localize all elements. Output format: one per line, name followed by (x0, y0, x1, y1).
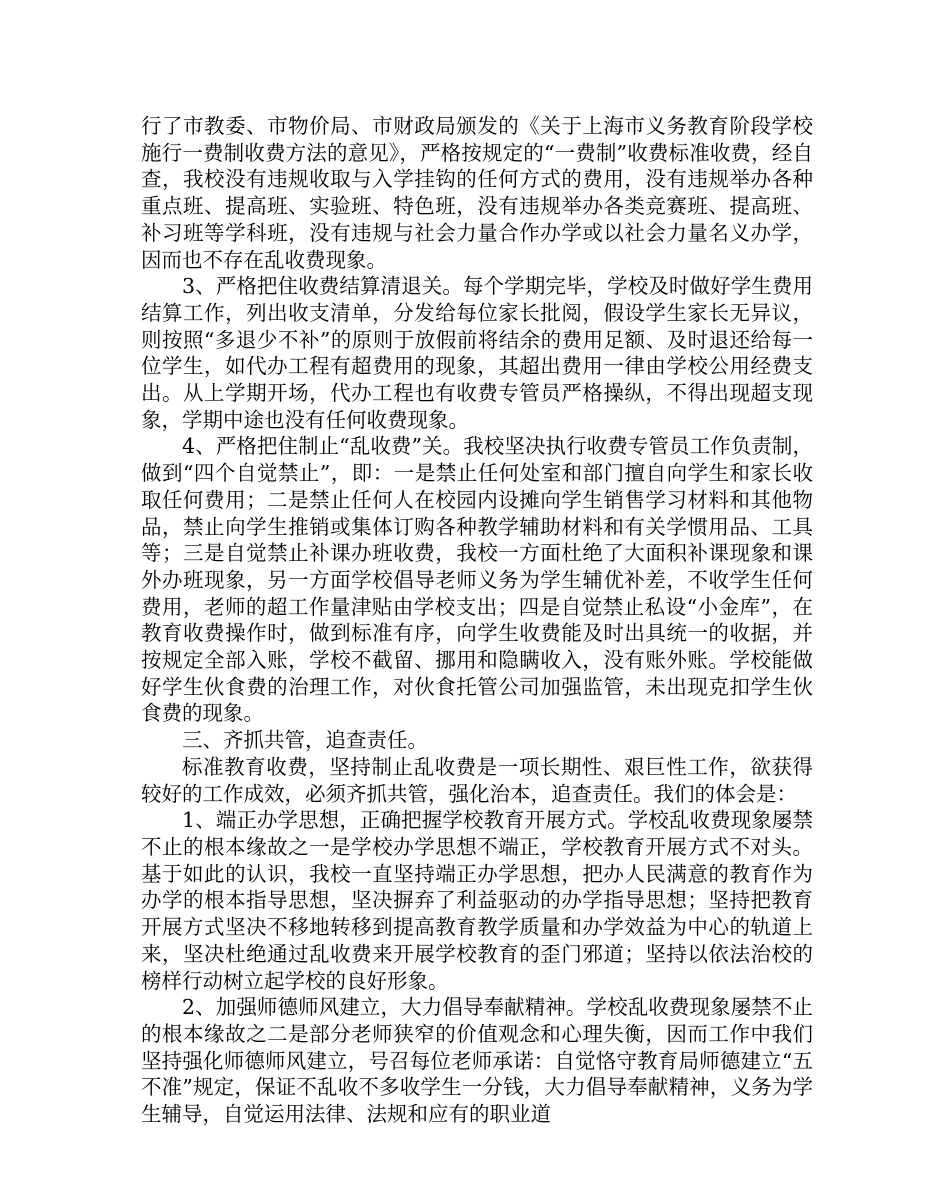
paragraph-6: 1、端正办学思想，正确把握学校教育开展方式。学校乱收费现象屡禁不止的根本缘故之一是学校办学思想不端正，学校教育开展方式不对头。基于如此的认识，我校一直坚持端正办学思想，把办人民满意的教育作为办学的根本指导思想，坚决摒弃了利益驱动的办学指导思想；坚持把教育开展方式坚决不移地转移到提高教育教学质量和办学效益为中心的轨道上来，坚决杜绝通过乱收费来开展学校教育的歪门邪道；坚持以依法治校的榜样行动树立起学校的良好形象。 (141, 808, 813, 993)
paragraph-5: 标准教育收费，坚持制止乱收费是一项长期性、艰巨性工作，欲获得较好的工作成效，必须齐抓共管，强化治本，追查责任。我们的体会是： (141, 754, 813, 806)
paragraph-3: 4、严格把住制止“乱收费”关。我校坚决执行收费专管员工作负责制，做到“四个自觉禁止”，即：一是禁止任何处室和部门擅自向学生和家长收取任何费用；二是禁止任何人在校园内设摊向学生销售学习材料和其他物品，禁止向学生推销或集体订购各种教学辅助材料和有关学惯用品、工具等；三是自觉禁止补课办班收费，我校一方面杜绝了大面积补课现象和课外办班现象，另一方面学校倡导老师义务为学生辅优补差，不收学生任何费用，老师的超工作量津贴由学校支出；四是自觉禁止私设“小金库”，在教育收费操作时，做到标准有序，向学生收费能及时出具统一的收据，并按规定全部入账，学校不截留、挪用和隐瞒收入，没有账外账。学校能做好学生伙食费的治理工作，对伙食托管公司加强监管，未出现克扣学生伙食费的现象。 (141, 434, 813, 726)
section-heading: 三、齐抓共管，追查责任。 (182, 728, 428, 753)
paragraph-7: 2、加强师德师风建立，大力倡导奉献精神。学校乱收费现象屡禁不止的根本缘故之二是部分老师狭窄的价值观念和心理失衡，因而工作中我们坚持强化师德师风建立，号召每位老师承诺：自觉恪守教育局师德建立“五不准”规定，保证不乱收不多收学生一分钱，大力倡导奉献精神，义务为学生辅导，自觉运用法律、法规和应有的职业道 (141, 995, 813, 1127)
paragraph-1: 行了市教委、市物价局、市财政局颁发的《关于上海市义务教育阶段学校施行一费制收费方法的意见》，严格按规定的“一费制”收费标准收费，经自查，我校没有违规收取与入学挂钩的任何方式的费用，没有违规举办各种重点班、提高班、实验班、特色班，没有违规举办各类竞赛班、提高班、补习班等学科班，没有违规与社会力量合作办学或以社会力量名义办学，因而也不存在乱收费现象。 (141, 114, 813, 272)
document-page (141, 113, 813, 1128)
paragraph-2: 3、严格把住收费结算清退关。每个学期完毕，学校及时做好学生费用结算工作，列出收支清单，分发给每位家长批阅，假设学生家长无异议，则按照“多退少不补”的原则于放假前将结余的费用足额、及时退还给每一位学生，如代办工程有超费用的现象，其超出费用一律由学校公用经费支出。从上学期开场，代办工程也有收费专管员严格操纵，不得出现超支现象，学期中途也没有任何收费现象。 (141, 274, 813, 432)
